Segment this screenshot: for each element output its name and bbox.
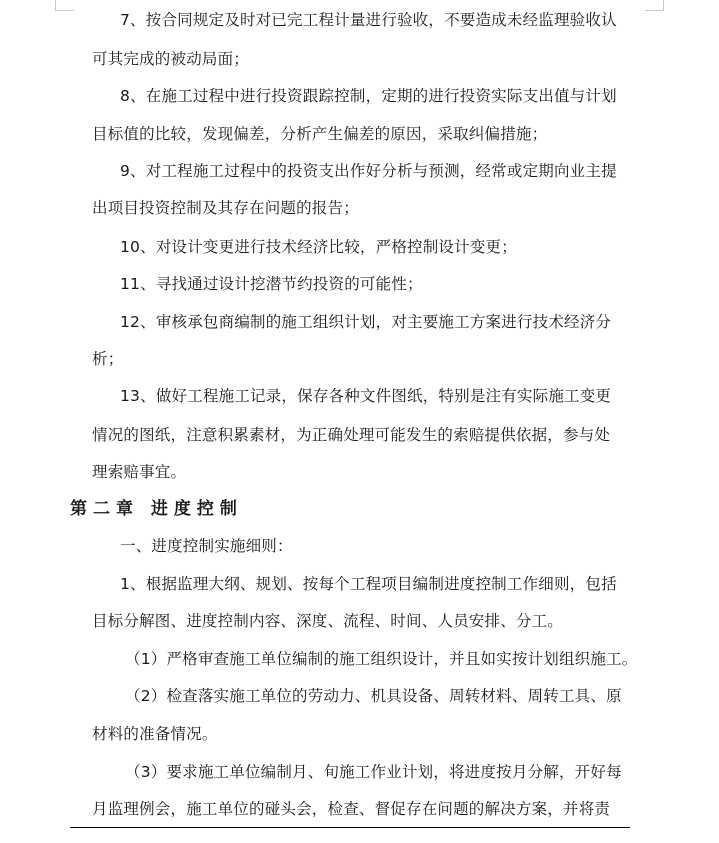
paragraph-line: 出项目投资控制及其存在问题的报告； xyxy=(92,199,359,217)
page-corner-mark-left xyxy=(55,0,74,11)
paragraph-line: 8、在施工过程中进行投资跟踪控制，定期的进行投资实际支出值与计划 xyxy=(120,87,617,105)
list-item-line: （3）要求施工单位编制月、旬施工作业计划，将进度按月分解，开好每 xyxy=(125,763,622,781)
paragraph-line: 材料的准备情况。 xyxy=(92,725,218,743)
list-item-line: （2）检查落实施工单位的劳动力、机具设备、周转材料、周转工具、原 xyxy=(125,687,622,705)
paragraph-line: 月监理例会，施工单位的碰头会，检查、督促存在问题的解决方案，并将责 xyxy=(92,800,611,818)
paragraph-line: 9、对工程施工过程中的投资支出作好分析与预测，经常或定期向业主提 xyxy=(120,162,617,180)
paragraph-line: 目标分解图、进度控制内容、深度、流程、时间、人员安排、分工。 xyxy=(92,612,564,630)
paragraph-line: 目标值的比较，发现偏差，分析产生偏差的原因，采取纠偏措施； xyxy=(92,125,548,143)
paragraph-line: 10、对设计变更进行技术经济比较，严格控制设计变更； xyxy=(120,238,517,256)
paragraph-line: 12、审核承包商编制的施工组织计划，对主要施工方案进行技术经济分 xyxy=(120,313,612,331)
page-bottom-rule xyxy=(70,827,630,828)
paragraph-line: 析； xyxy=(92,350,124,368)
paragraph-line: 可其完成的被动局面； xyxy=(92,50,250,68)
page-corner-mark-right xyxy=(645,0,664,11)
paragraph-line: 7、按合同规定及时对已完工程计量进行验收，不要造成未经监理验收认 xyxy=(120,11,617,29)
list-item-line: （1）严格审查施工单位编制的施工组织设计，并且如实按计划组织施工。 xyxy=(125,650,638,668)
paragraph-line: 11、寻找通过设计挖潜节约投资的可能性； xyxy=(120,275,423,293)
paragraph-line: 13、做好工程施工记录，保存各种文件图纸，特别是注有实际施工变更 xyxy=(120,387,612,405)
chapter-heading: 第二章 进度控制 xyxy=(70,499,243,519)
paragraph-line: 1、根据监理大纲、规划、按每个工程项目编制进度控制工作细则，包括 xyxy=(120,575,617,593)
section-heading: 一、进度控制实施细则： xyxy=(120,537,293,555)
paragraph-line: 理索赔事宜。 xyxy=(92,463,187,481)
paragraph-line: 情况的图纸，注意积累素材，为正确处理可能发生的索赔提供依据，参与处 xyxy=(92,426,611,444)
